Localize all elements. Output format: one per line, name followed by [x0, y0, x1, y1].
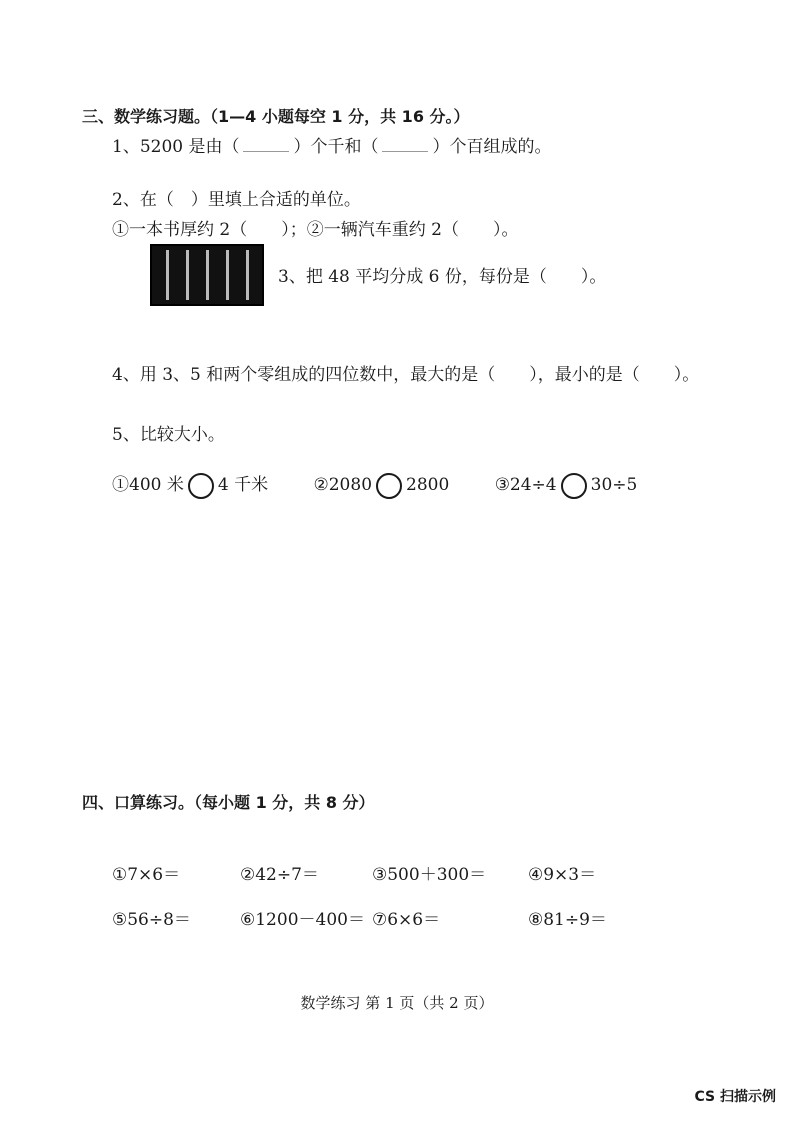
q1: 1、5200 是由（ ）个千和（ ）个百组成的。	[112, 137, 552, 157]
scanner-logo: CS 扫描示例	[694, 1089, 776, 1105]
page-footer: 数学练习 第 1 页（共 2 页）	[300, 994, 494, 1012]
q4: 4、用 3、5 和两个零组成的四位数中，最大的是（ ），最小的是（ ）。	[112, 365, 700, 385]
compare-row: ①400 米 4 千米 ②2080 2800 ③24÷4 30÷5	[112, 470, 637, 499]
calc-5: ⑤56÷8＝	[112, 910, 191, 930]
q3: 3、把 48 平均分成 6 份，每份是（ ）。	[278, 267, 607, 287]
calc-1: ①7×6＝	[112, 865, 181, 885]
abacus-image	[150, 244, 264, 306]
q5-title: 5、比较大小。	[112, 425, 225, 445]
calc-2: ②42÷7＝	[240, 865, 319, 885]
calc-4: ④9×3＝	[528, 865, 597, 885]
q2: 2、在（ ）里填上合适的单位。	[112, 190, 361, 210]
calc-7: ⑦6×6＝	[372, 910, 441, 930]
calc-8: ⑧81÷9＝	[528, 910, 607, 930]
calc-6: ⑥1200－400＝	[240, 910, 365, 930]
q2-a: ①一本书厚约 2（ ）；②一辆汽车重约 2（ ）。	[112, 220, 519, 240]
calc-3: ③500＋300＝	[372, 865, 487, 885]
section3-title: 三、数学练习题。（1—4 小题每空 1 分，共 16 分。）	[82, 107, 470, 126]
section4-title: 四、口算练习。（每小题 1 分，共 8 分）	[82, 793, 375, 812]
